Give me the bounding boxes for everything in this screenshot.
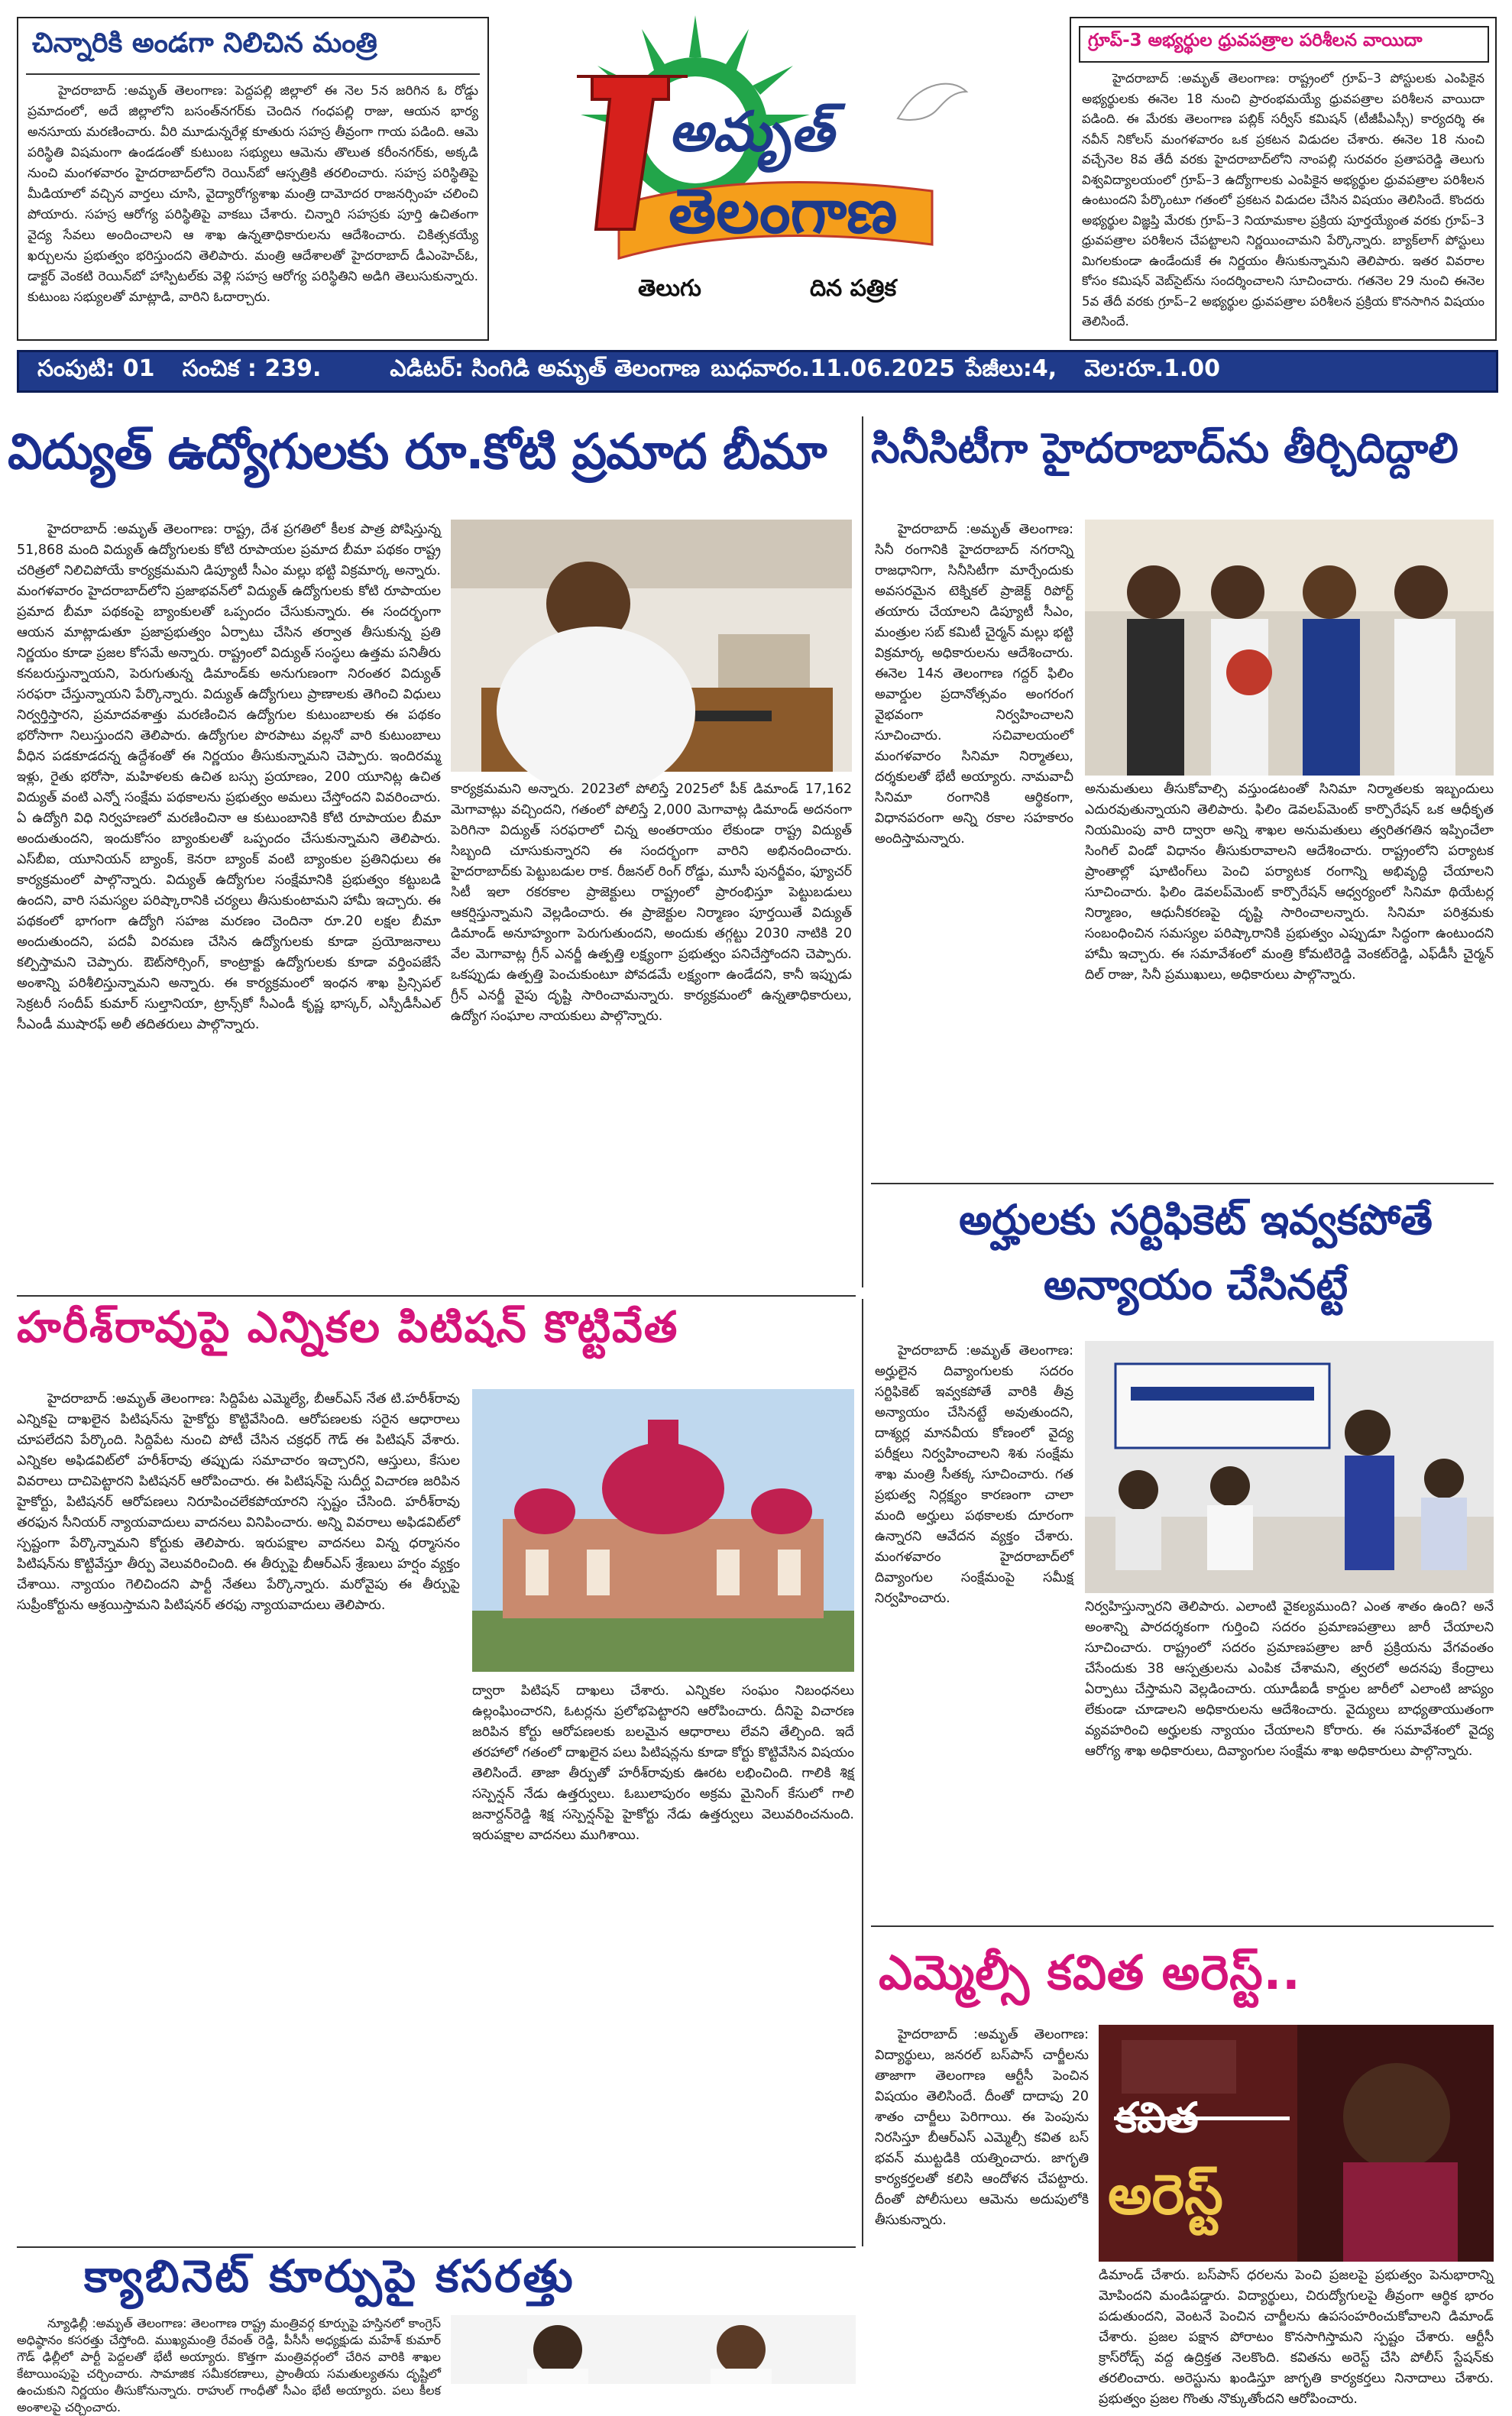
cinecity-body-bottom: అనుమతులు తీసుకోవాల్సి వస్తుండటంతో సినిమా నిర్మాతలకు ఇబ్బందులు ఎదురవుతున్నాయని తెలిపారు. ఫిలిం డెవలప్‌మెంట్ కార్పొరేషన్ ఒక ఆధీకృత నియమింపు వారి ద్వారా అన్ని శాఖల అనుమతులు త్వరితగతిన ఇప్పించేలా సింగిల్ విండో విధానం తీసుకురావాలని ఆదేశించారు. రాష్ట్రంలోని పర్యాటక ప్రాంతాల్లో షూటింగ్‌లు పెంచి పర్యాటక రంగాన్ని అభివృద్ధి చేయాలని సూచించారు. ఫిలిం డెవలప్‌మెంట్ కార్పొరేషన్ ఆధ్వర్యంలో సినిమా థియేటర్ల నిర్మాణం, ఆధునీకరణపై దృష్టి సారించాలన్నారు. సినిమా పరిశ్రమకు సంబంధించిన సమస్యల పరిష్కారానికి ప్రభుత్వం ఎప్పుడూ సిద్ధంగా ఉంటుందని హామీ ఇచ్చారు. ఈ సమావేశంలో మంత్రి కోమటిరెడ్డి వెంకట్‌రెడ్డి, ఎఫ్‌డీసీ చైర్మన్ దిల్ రాజు, సినీ ప్రముఖులు, అధికారులు పాల్గొన్నారు. [1085, 782, 1494, 983]
harish-kavitha-column-rule [862, 1299, 863, 2246]
masthead-language: తెలుగు [638, 275, 701, 302]
certificates-photo [1085, 1341, 1494, 1593]
cabinet-headline: క్యాబినెట్ కూర్పుపై కసరత్తు [84, 2250, 575, 2302]
dateline-pages: పేజీలు:4, [966, 355, 1057, 382]
harish-body-left: హైదరాబాద్ :అమృత్ తెలంగాణ: సిద్దిపేట ఎమ్మెల్యే, బీఆర్ఎస్ నేత టి.హరీశ్‌రావు ఎన్నికపై దాఖలైన పిటిషన్‌ను హైకోర్టు కొట్టివేసింది. ఆరోపణలకు సరైన ఆధారాలు చూపలేదని పేర్కొంది. సిద్దిపేట నుంచి పోటీ చేసిన చక్రధర్ గౌడ్ ఈ పిటిషన్ వేశారు. ఎన్నికల అఫిడవిట్‌లో హరీశ్‌రావు తప్పుడు సమాచారం ఇచ్చారని, ఆస్తులు, కేసుల వివరాలు దాచిపెట్టారని పిటిషనర్ ఆరోపించారు. ఈ పిటిషన్‌పై సుదీర్ఘ విచారణ జరిపిన హైకోర్టు, పిటిషనర్ ఆరోపణలు నిరూపించలేకపోయారని స్పష్టం చేసింది. హరీశ్‌రావు తరఫున సీనియర్ న్యాయవాదులు వాదనలు వినిపించారు. అన్ని వివరాలు అఫిడవిట్‌లో స్పష్టంగా పేర్కొన్నామని కోర్టుకు తెలిపారు. ఇరుపక్షాల వాదనలు విన్న ధర్మాసనం పిటిషన్‌ను కొట్టివేస్తూ తీర్పు వెలువరించింది. ఈ తీర్పుపై బీఆర్ఎస్ శ్రేణులు హర్షం వ్యక్తం చేశాయి. న్యాయం గెలిచిందని పార్టీ నేతలు పేర్కొన్నారు. మరోవైపు ఈ తీర్పుపై సుప్రీంకోర్టును ఆశ్రయిస్తామని పిటిషనర్ తరఫు న్యాయవాదులు తెలిపారు. [17, 1391, 460, 1613]
dateline-date: బుధవారం.11.06.2025 [711, 355, 955, 382]
top-left-rule [26, 73, 480, 75]
harish-photo [472, 1389, 854, 1672]
certificates-body: హైదరాబాద్ :అమృత్ తెలంగాణ: అర్హులైన దివ్యాంగులకు సదరం సర్టిఫికెట్ ఇవ్వకపోతే వారికి తీవ్ర అన్యాయం చేసినట్టే అవుతుందని, దాశ్యర్ల మానవీయ కోణంలో వైద్య పరీక్షలు నిర్వహించాలని శిశు సంక్షేమ శాఖ మంత్రి సీతక్క సూచించారు. గత ప్రభుత్వ నిర్లక్ష్యం కారణంగా చాలా మంది అర్హులు పథకాలకు దూరంగా ఉన్నారని ఆవేదన వ్యక్తం చేశారు. మంగళవారం హైదరాబాద్‌లో దివ్యాంగుల సంక్షేమంపై సమీక్ష నిర్వహించారు. [875, 1343, 1073, 1606]
dateline-volume: సంపుటి: 01 [37, 355, 155, 382]
certificates-bottom-rule [871, 1925, 1494, 1927]
harish-top-rule [17, 1295, 856, 1297]
dateline-issue: సంచిక : 239. [182, 355, 322, 382]
harish-body-right: ద్వారా పిటిషన్ దాఖలు చేశారు. ఎన్నికల సంఘం నిబంధనలు ఉల్లంఘించారని, ఓటర్లను ప్రలోభపెట్టారని ఆరోపించారు. దీనిపై విచారణ జరిపిన కోర్టు ఆరోపణలకు బలమైన ఆధారాలు లేవని తేల్చింది. ఇదే తరహాలో గతంలో దాఖలైన పలు పిటిషన్లను కూడా కోర్టు కొట్టివేసిన విషయం తెలిసిందే. తాజా తీర్పుతో హరీశ్‌రావుకు ఊరట లభించింది. గాలికి శిక్ష సస్పెన్షన్ నేడు ఉత్తర్వులు. ఓబులాపురం అక్రమ మైనింగ్ కేసులో గాలి జనార్దన్‌రెడ్డి శిక్ష సస్పెన్షన్‌పై హైకోర్టు నేడు ఉత్తర్వులు వెలువరించనుంది. ఇరుపక్షాల వాదనలు ముగిశాయి. [472, 1683, 854, 1843]
certificates-headline-line1: అర్హులకు సర్టిఫికెట్ ఇవ్వకపోతే [959, 1196, 1433, 1244]
dateline-bar [17, 350, 1498, 393]
cinecity-body: హైదరాబాద్ :అమృత్ తెలంగాణ: సినీ రంగానికి హైదరాబాద్ నగరాన్ని రాజధానిగా, సినీసిటీగా మార్చేందుకు అవసరమైన టెక్నికల్ ప్రాజెక్ట్ రిపోర్ట్ తయారు చేయాలని డిప్యూటీ సీఎం, మంత్రుల సబ్ కమిటీ చైర్మన్ మల్లు భట్టి విక్రమార్క అధికారులను ఆదేశించారు. ఈనెల 14న తెలంగాణ గద్దర్ ఫిలిం అవార్డుల ప్రదానోత్సవం అంగరంగ వైభవంగా నిర్వహించాలని సూచించారు. సచివాలయంలో మంగళవారం సినిమా నిర్మాతలు, దర్శకులతో భేటీ అయ్యారు. నామవాచీ సినిమా రంగానికి ఆర్థికంగా, విధానపరంగా అన్ని రకాల సహకారం అందిస్తామన్నారు. [875, 522, 1073, 847]
harish-headline: హరీశ్‌రావుపై ఎన్నికల పిటిషన్ కొట్టివేత [17, 1303, 679, 1352]
kavitha-photo-text-top: కవిత [1115, 2094, 1199, 2142]
top-left-headline: చిన్నారికి అండగా నిలిచిన మంత్రి [32, 28, 377, 59]
brand-bottom: తెలంగాణ [669, 176, 898, 247]
top-right-body: హైదరాబాద్ :అమృత్ తెలంగాణ: రాష్ట్రంలో గ్రూప్–3 పోస్టులకు ఎంపికైన అభ్యర్థులకు ఈనెల 18 నుంచి ప్రారంభమయ్యే ధ్రువపత్రాల పరిశీలన వాయిదా పడింది. ఈ మేరకు తెలంగాణ పబ్లిక్ సర్వీస్ కమిషన్ (టీజీపీఎస్సీ) కార్యదర్శి ఈ నవీన్ నికోలస్ మంగళవారం ఒక ప్రకటన విడుదల చేశారు. ఈనెల 18 నుంచి వచ్చేనెల 8వ తేదీ వరకు హైదరాబాద్‌లోని నాంపల్లి సురవరం ప్రతాపరెడ్డి తెలుగు విశ్వవిద్యాలయంలో గ్రూప్–3 ఉద్యోగాలకు ఎంపికైన అభ్యర్థుల ధ్రువపత్రాల పరిశీలన ఉంటుందని పేర్కొంటూ గతంలో ప్రకటన విడుదల చేసిన విషయం తెలిసిందే. కొందరు అభ్యర్థుల విజ్ఞప్తి మేరకు గ్రూప్–3 నియామకాల ప్రక్రియ పూర్తయ్యేంత వరకు గ్రూప్–3 ధ్రువపత్రాల పరిశీలన చేపట్టాలని నిర్ణయించామని పేర్కొన్నారు. బ్యాక్‌లాగ్ పోస్టులు మిగలకుండా ఉండేందుకే ఈ నిర్ణయం తీసుకున్నామని తెలిపారు. ఇతర వివరాల కోసం కమిషన్ వెబ్‌సైట్‌ను సందర్శించాలని సూచించారు. గతనెల 29 నుంచి ఈనెల 5వ తేదీ వరకు గ్రూప్–2 అభ్యర్థుల ధ్రువపత్రాల పరిశీలన ప్రక్రియ కొనసాగిన విషయం తెలిసిందే. [1082, 71, 1484, 329]
masthead-type: దిన పత్రిక [810, 275, 897, 302]
dove-icon [898, 84, 966, 120]
top-right-box [1070, 17, 1497, 341]
cabinet-photo [451, 2315, 856, 2384]
insurance-cinecity-column-rule [862, 416, 863, 1287]
top-left-box [17, 17, 489, 341]
cinecity-photo [1085, 520, 1494, 776]
kavitha-body-bottom: డిమాండ్ చేశారు. బస్‌పాస్ ధరలను పెంచి ప్రజలపై ప్రభుత్వం పెనుభారాన్ని మోపిందని మండిపడ్డారు. విద్యార్థులు, చిరుద్యోగులపై తీవ్రంగా ఆర్థిక భారం పడుతుందని, వెంటనే పెంచిన చార్జీలను ఉపసంహరించుకోవాలని డిమాండ్ చేశారు. ప్రజల పక్షాన పోరాటం కొనసాగిస్తామని స్పష్టం చేశారు. ఆర్టీసీ క్రాస్‌రోడ్స్ వద్ద ఉద్రిక్తత నెలకొంది. కవితను అరెస్ట్ చేసి పోలీస్ స్టేషన్‌కు తరలించారు. అరెస్టును ఖండిస్తూ జాగృతి కార్యకర్తలు నినాదాలు చేశారు. ప్రభుత్వం ప్రజల గొంతు నొక్కుతోందని ఆరోపించారు. [1099, 2268, 1494, 2407]
cabinet-body: న్యూఢిల్లీ :అమృత్ తెలంగాణ: తెలంగాణ రాష్ట్ర మంత్రివర్గ కూర్పుపై హస్తినలో కాంగ్రెస్ అధిష్ఠానం కసరత్తు చేస్తోంది. ముఖ్యమంత్రి రేవంత్ రెడ్డి, పీసీసీ అధ్యక్షుడు మహేశ్ కుమార్ గౌడ్ ఢిల్లీలో పార్టీ పెద్దలతో భేటీ అయ్యారు. కొత్తగా మంత్రివర్గంలో చేరిన వారికి శాఖల కేటాయింపుపై చర్చించారు. సామాజిక సమీకరణాలు, ప్రాంతీయ సమతుల్యతను దృష్టిలో ఉంచుకుని నిర్ణయం తీసుకోనున్నారు. రాహుల్ గాంధీతో సీఎం భేటీ అయ్యారు. పలు కీలక అంశాలపై చర్చించారు. [17, 2316, 441, 2414]
insurance-body-left: హైదరాబాద్ :అమృత్ తెలంగాణ: రాష్ట్ర, దేశ ప్రగతిలో కీలక పాత్ర పోషిస్తున్న 51,868 మంది విద్యుత్ ఉద్యోగులకు కోటి రూపాయల ప్రమాద బీమా పథకం రాష్ట్ర చరిత్రలో నిలిచిపోయే కార్యక్రమమని డిప్యూటీ సీఎం మల్లు భట్టి విక్రమార్క అన్నారు. మంగళవారం హైదరాబాద్‌లోని ప్రజాభవన్‌లో విద్యుత్ ఉద్యోగులకు కోటి రూపాయల ప్రమాద బీమా పథకంపై బ్యాంకులతో ఒప్పందం చేసుకున్నారు. ఈ సందర్భంగా ఆయన మాట్లాడుతూ ప్రజాప్రభుత్వం ఏర్పాటు చేసిన తర్వాత తీసుకున్న ప్రతి నిర్ణయం కూడా ప్రజల కోసమే అన్నారు. రాష్ట్రంలో విద్యుత్ సంస్థలు ఉత్తమ పనితీరు కనబరుస్తున్నాయని, పెరుగుతున్న డిమాండ్‌కు అనుగుణంగా నిరంతర విద్యుత్ సరఫరా చేస్తున్నాయని పేర్కొన్నారు. విద్యుత్ ఉద్యోగులు ప్రాణాలకు తెగించి విధులు నిర్వర్తిస్తారని, ప్రమాదవశాత్తు మరణించిన ఉద్యోగుల కుటుంబాలకు ఈ పథకం భరోసాగా నిలుస్తుందని తెలిపారు. ఉద్యోగుల పొరపాటు వల్లనో వారి కుటుంబాలు వీధిన పడకూడదన్న ఉద్దేశంతో ఈ నిర్ణయం తీసుకున్నామని చెప్పారు. ఇందిరమ్మ ఇళ్లు, రైతు భరోసా, మహిళలకు ఉచిత బస్సు ప్రయాణం, 200 యూనిట్ల ఉచిత విద్యుత్ వంటి ఎన్నో సంక్షేమ పథకాలను ప్రభుత్వం అమలు చేస్తోందని వివరించారు. ఏ ఉద్యోగి విధి నిర్వహణలో మరణించినా ఆ కుటుంబానికి కోటి రూపాయల బీమా అందుతుందని, ఇందుకోసం బ్యాంకులతో ఒప్పందం చేసుకున్నామని తెలిపారు. ఎస్‌బీఐ, యూనియన్ బ్యాంక్, కెనరా బ్యాంక్ వంటి బ్యాంకుల ప్రతినిధులు ఈ కార్యక్రమంలో పాల్గొన్నారు. విద్యుత్ ఉద్యోగుల సంక్షేమానికి ప్రభుత్వం కట్టుబడి ఉందని, వారి సమస్యల పరిష్కారానికి చర్యలు తీసుకుంటామని హామీ ఇచ్చారు. ఈ పథకంలో భాగంగా ఉద్యోగి సహజ మరణం చెందినా రూ.20 లక్షల బీమా అందుతుందని, పదవీ విరమణ చేసిన ఉద్యోగులకు కూడా ప్రయోజనాలు కల్పిస్తామని చెప్పారు. ఔట్‌సోర్సింగ్, కాంట్రాక్టు ఉద్యోగులకు కూడా వర్తింపజేసే అంశాన్ని పరిశీలిస్తున్నామని అన్నారు. ఈ కార్యక్రమంలో ఇంధన శాఖ ప్రిన్సిపల్ సెక్రటరీ సందీప్ కుమార్ సుల్తానియా, ట్రాన్స్‌కో సీఎండీ కృష్ణ భాస్కర్, ఎస్పీడీసీఎల్ సీఎండీ ముషారఫ్ అలీ తదితరులు పాల్గొన్నారు. [17, 522, 441, 1032]
dateline-editor: ఎడిటర్: సింగిడి అమృత్ తెలంగాణ [390, 355, 701, 382]
masthead-logo [504, 15, 1009, 344]
cabinet-top-rule [17, 2246, 856, 2248]
cinecity-headline: సినీసిటీగా హైదరాబాద్‌ను తీర్చిదిద్దాలి [871, 424, 1459, 472]
kavitha-photo-text-bottom: అరెస్ట్ [1108, 2162, 1223, 2227]
cinecity-bottom-rule [871, 1183, 1494, 1184]
dateline-price: వెల:రూ.1.00 [1084, 355, 1221, 382]
insurance-body-right: కార్యక్రమమని అన్నారు. 2023లో పోలిస్తే 2025లో పీక్ డిమాండ్ 17,162 మెగావాట్లు వచ్చిందని, గతంలో పోలిస్తే 2,000 మెగావాట్ల డిమాండ్ అదనంగా పెరిగినా విద్యుత్ సరఫరాలో చిన్న అంతరాయం లేకుండా రాష్ట్ర విద్యుత్ సిబ్బంది చూసుకున్నారని ఈ సందర్భంగా వారిని అభినందించారు. హైదరాబాద్‌కు పెట్టుబడుల రాక. రీజనల్ రింగ్ రోడ్డు, మూసీ పునర్జీవం, ఫ్యూచర్ సిటీ ఇలా రకరకాల ప్రాజెక్టులు రాష్ట్రంలో ప్రారంభిస్తూ పెట్టుబడులు ఆకర్షిస్తున్నామని వెల్లడించారు. ఈ ప్రాజెక్టుల నిర్మాణం పూర్తయితే విద్యుత్ డిమాండ్ అనూహ్యంగా పెరుగుతుందని, అందుకు తగ్గట్టు 2030 నాటికి 20 వేల మెగావాట్ల గ్రీన్ ఎనర్జీ ఉత్పత్తి లక్ష్యంగా ప్రభుత్వం పనిచేస్తోందని చెప్పారు. ఒకప్పుడు ఉత్పత్తి పెంచుకుంటూ పోవడమే లక్ష్యంగా ఉండేదని, కానీ ఇప్పుడు గ్రీన్ ఎనర్జీ వైపు దృష్టి సారించామన్నారు. కార్యక్రమంలో ఉన్నతాధికారులు, ఉద్యోగ సంఘాల నాయకులు పాల్గొన్నారు. [451, 782, 852, 1024]
insurance-photo [451, 520, 852, 772]
certificates-headline-line2: అన్యాయం చేసినట్టే [1043, 1261, 1348, 1309]
top-right-headline: గ్రూప్-3 అభ్యర్థుల ధ్రువపత్రాల పరిశీలన వాయిదా [1088, 31, 1423, 50]
certificates-body-bottom: నిర్వహిస్తున్నారని తెలిపారు. ఎలాంటి వైకల్యముంది? ఎంత శాతం ఉంది? అనే అంశాన్ని పారదర్శకంగా గుర్తించి సదరం ప్రమాణపత్రాలు జారీ చేయాలని సూచించారు. రాష్ట్రంలో సదరం ప్రమాణపత్రాల జారీ ప్రక్రియను వేగవంతం చేసేందుకు 38 ఆస్పత్రులను ఎంపిక చేశామని, త్వరలో అదనపు కేంద్రాలు ఏర్పాటు చేస్తామని వెల్లడించారు. యూడీఐడీ కార్డుల జారీలో ఎలాంటి జాప్యం లేకుండా చూడాలని అధికారులను ఆదేశించారు. వైద్యులు బాధ్యతాయుతంగా వ్యవహరించి అర్హులకు న్యాయం చేయాలని కోరారు. ఈ సమావేశంలో వైద్య ఆరోగ్య శాఖ అధికారులు, దివ్యాంగుల సంక్షేమ శాఖ అధికారులు పాల్గొన్నారు. [1085, 1599, 1494, 1759]
kavitha-body: హైదరాబాద్ :అమృత్ తెలంగాణ: విద్యార్థులు, జనరల్ బస్‌పాస్ చార్జీలను తాజాగా తెలంగాణ ఆర్టీసీ పెంచిన విషయం తెలిసిందే. దీంతో దాదాపు 20 శాతం చార్జీలు పెరిగాయి. ఈ పెంపును నిరసిస్తూ బీఆర్ఎస్ ఎమ్మెల్సీ కవిత బస్ భవన్ ముట్టడికి యత్నించారు. జాగృతి కార్యకర్తలతో కలిసి ఆందోళన చేపట్టారు. దీంతో పోలీసులు ఆమెను అదుపులోకి తీసుకున్నారు. [875, 2027, 1089, 2228]
insurance-headline: విద్యుత్ ఉద్యోగులకు రూ.కోటి ప్రమాద బీమా [8, 424, 827, 481]
kavitha-headline: ఎమ్మెల్సీ కవిత అరెస్ట్.. [879, 1945, 1301, 2000]
brand-top: అమృత్ [669, 99, 834, 164]
top-left-body: హైదరాబాద్ :అమృత్ తెలంగాణ: పెద్దపల్లి జిల్లాలో ఈ నెల 5న జరిగిన ఓ రోడ్డు ప్రమాదంలో, అదే జిల్లాలోని బసంత్‌నగర్‌కు చెందిన గంధపల్లి రాజు, ఆయన భార్య అనసూయ మరణించారు. వీరి మూడున్నరేళ్ల కూతురు సహస్ర తీవ్రంగా గాయ పడింది. ఆమె పరిస్థితి విషమంగా ఉండడంతో కుటుంబ సభ్యులు ఆమెను తొలుత కరీంనగర్‌కు, అక్కడి నుంచి మంగళవారం హైదరాబాద్‌లోని రెయిన్‌బో ఆస్పత్రికి తరలించారు. సహస్ర పరిస్థితిపై మీడియాలో వచ్చిన వార్తలు చూసి, వైద్యారోగ్యశాఖ మంత్రి దామోదర రాజనర్సింహ చలించి పోయారు. సహస్ర ఆరోగ్య పరిస్థితిపై వాకబు చేశారు. చిన్నారి సహస్రకు పూర్తి ఉచితంగా వైద్య సేవలు అందించాలని ఆ శాఖ ఉన్నతాధికారులను ఆదేశించారు. చికిత్సకయ్యే ఖర్చులను ప్రభుత్వం భరిస్తుందని తెలిపారు. మంత్రి ఆదేశాలతో హైదరాబాద్ డీఎంహెచ్‌ఓ, డాక్టర్ వెంకటి రెయిన్‌బో హాస్పిటల్‌కు వెళ్లి సహస్ర ఆరోగ్య పరిస్థితిని అడిగి తెలుసుకున్నారు. కుటుంబ సభ్యులతో మాట్లాడి, వారిని ఓదార్చారు. [28, 83, 478, 305]
